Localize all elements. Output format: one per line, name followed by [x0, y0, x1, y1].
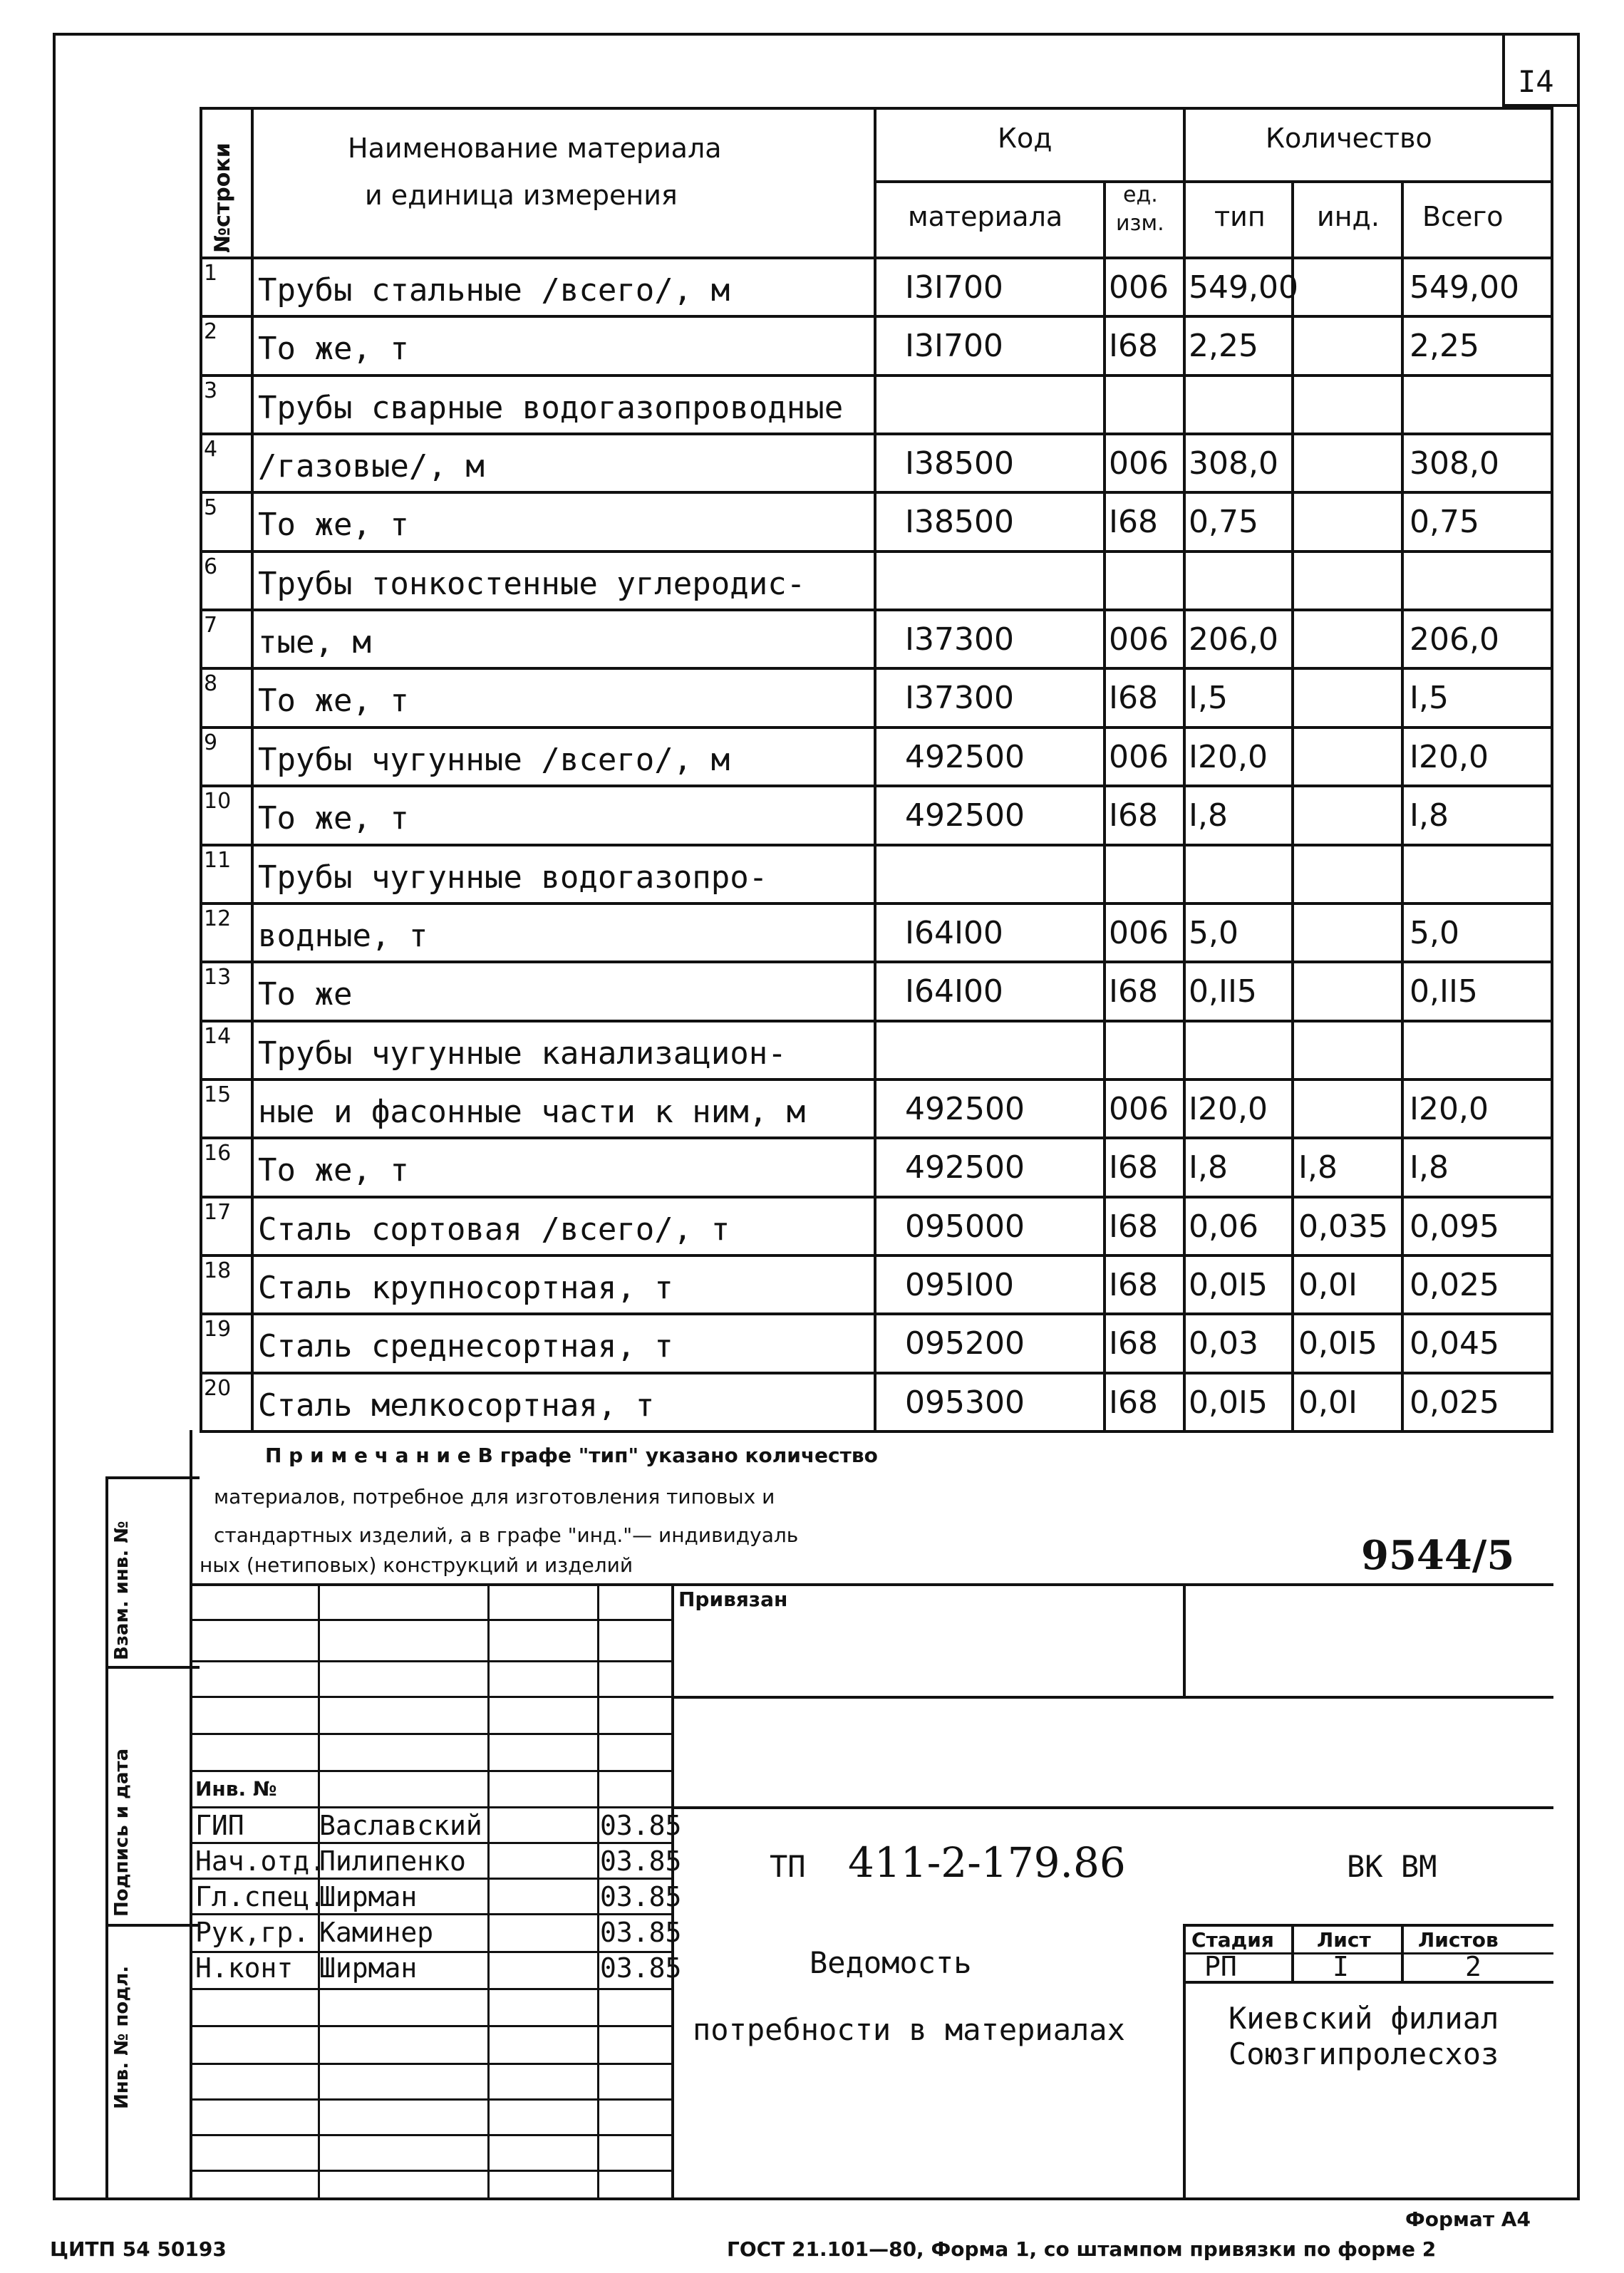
- row-material-code: 095000: [905, 1208, 1025, 1245]
- row-material-name: То же, т: [258, 331, 409, 367]
- row-material-code: I37300: [905, 621, 1014, 658]
- header-code: Код: [998, 123, 1053, 154]
- signature-name: Пилипенко: [319, 1845, 466, 1877]
- row-unit-code: I68: [1109, 1267, 1158, 1303]
- row-number: 8: [204, 671, 218, 696]
- row-unit-code: 006: [1109, 621, 1169, 658]
- sheets-label: Листов: [1418, 1928, 1499, 1952]
- row-material-name: Трубы чугунные /всего/, м: [258, 742, 730, 778]
- row-material-code: 492500: [905, 1091, 1025, 1127]
- project-number: 411-2-179.86: [848, 1838, 1126, 1887]
- document-title-line2: потребности в материалах: [693, 2012, 1125, 2047]
- row-material-name: Сталь мелкосортная, т: [258, 1387, 655, 1424]
- side-label-podpis: Подпись и дата: [111, 1748, 133, 1917]
- row-unit-code: 006: [1109, 1091, 1169, 1127]
- row-qty-type: 5,0: [1189, 915, 1238, 951]
- signature-name: Ваславский: [319, 1810, 482, 1841]
- footer-left: ЦИТП 54 50193: [50, 2237, 227, 2261]
- row-material-code: 095I00: [905, 1267, 1014, 1303]
- row-unit-code: I68: [1109, 328, 1158, 364]
- row-number: 2: [204, 319, 218, 344]
- row-material-code: I38500: [905, 504, 1014, 540]
- document-title-line1: Ведомость: [810, 1945, 972, 1980]
- row-qty-total: 0,025: [1410, 1384, 1499, 1421]
- row-unit-code: I68: [1109, 1325, 1158, 1362]
- row-unit-code: 006: [1109, 269, 1169, 306]
- handwritten-reference: 9544/5: [1361, 1532, 1515, 1579]
- row-material-name: Трубы стальные /всего/, м: [258, 272, 730, 309]
- header-code-unit-2: изм.: [1116, 211, 1164, 236]
- row-material-name: То же, т: [258, 507, 409, 543]
- row-number: 1: [204, 261, 218, 286]
- row-qty-type: 0,06: [1189, 1208, 1258, 1245]
- row-qty-type: I,8: [1189, 1149, 1228, 1186]
- row-qty-total: 2,25: [1410, 328, 1479, 364]
- row-material-name: Трубы тонкостенные углеродис-: [258, 566, 806, 602]
- signature-role: Гл.спец.: [195, 1881, 326, 1912]
- signature-date: 03.85: [600, 1845, 682, 1877]
- row-material-code: I64I00: [905, 915, 1003, 951]
- row-qty-type: I,5: [1189, 680, 1228, 716]
- signature-date: 03.85: [600, 1917, 682, 1948]
- row-qty-total: 206,0: [1410, 621, 1499, 658]
- header-code-unit-1: ед.: [1123, 182, 1158, 207]
- sheet-number: I4: [1518, 64, 1554, 99]
- row-number: 3: [204, 378, 218, 403]
- header-name-line1: Наименование материала: [348, 133, 722, 164]
- row-number: 17: [204, 1200, 232, 1225]
- row-qty-type: I20,0: [1189, 739, 1268, 775]
- header-code-material: материала: [908, 201, 1063, 232]
- header-qty-total: Всего: [1422, 201, 1504, 232]
- row-number: 11: [204, 848, 232, 873]
- row-number: 7: [204, 613, 218, 638]
- row-qty-total: 0,095: [1410, 1208, 1499, 1245]
- row-qty-total: I,5: [1410, 680, 1449, 716]
- row-number: 6: [204, 554, 218, 579]
- row-qty-ind: 0,0I: [1298, 1267, 1357, 1303]
- row-number: 9: [204, 730, 218, 755]
- signature-role: Рук,гр.: [195, 1917, 310, 1948]
- sheet-label: Лист: [1317, 1928, 1371, 1952]
- side-label-vzam: Взам. инв. №: [111, 1521, 133, 1660]
- row-qty-type: 549,00: [1189, 269, 1298, 306]
- row-number: 10: [204, 789, 232, 814]
- signature-role: Н.конт: [195, 1952, 294, 1984]
- row-qty-total: 308,0: [1410, 445, 1499, 482]
- row-unit-code: I68: [1109, 680, 1158, 716]
- row-number: 5: [204, 495, 218, 520]
- row-material-name: То же: [258, 976, 353, 1013]
- row-qty-ind: 0,0I: [1298, 1384, 1357, 1421]
- row-number: 14: [204, 1024, 232, 1049]
- row-material-name: Трубы сварные водогазопроводные: [258, 390, 844, 426]
- row-qty-total: 549,00: [1410, 269, 1519, 306]
- signature-name: Ширман: [319, 1881, 418, 1912]
- row-qty-type: 206,0: [1189, 621, 1278, 658]
- row-qty-total: I20,0: [1410, 1091, 1489, 1127]
- header-qty-ind: инд.: [1317, 201, 1380, 232]
- row-unit-code: I68: [1109, 797, 1158, 834]
- row-material-code: 095200: [905, 1325, 1025, 1362]
- row-qty-total: 0,045: [1410, 1325, 1499, 1362]
- privyazan-label: Привязан: [678, 1588, 788, 1611]
- row-material-code: I37300: [905, 680, 1014, 716]
- row-material-name: водные, т: [258, 918, 428, 954]
- row-qty-ind: 0,035: [1298, 1208, 1388, 1245]
- row-material-name: Сталь сортовая /всего/, т: [258, 1211, 730, 1248]
- side-label-inv-podl: Инв. № подл.: [111, 1965, 133, 2109]
- row-qty-ind: I,8: [1298, 1149, 1338, 1186]
- row-material-code: I64I00: [905, 973, 1003, 1010]
- row-material-name: тые, м: [258, 624, 371, 661]
- row-material-code: I3I700: [905, 328, 1003, 364]
- header-row-number: №строки: [210, 143, 235, 253]
- note-line-1: П р и м е ч а н и е В графе "тип" указано количество: [265, 1444, 878, 1467]
- row-qty-type: I,8: [1189, 797, 1228, 834]
- row-number: 18: [204, 1258, 232, 1283]
- sheet-number-box-left: [1502, 33, 1505, 104]
- row-unit-code: I68: [1109, 973, 1158, 1010]
- row-qty-type: 308,0: [1189, 445, 1278, 482]
- sheet-value: I: [1333, 1951, 1349, 1982]
- signature-name: Каминер: [319, 1917, 434, 1948]
- row-material-name: То же, т: [258, 800, 409, 837]
- row-qty-type: 0,03: [1189, 1325, 1258, 1362]
- row-unit-code: I68: [1109, 1208, 1158, 1245]
- organization-line2: Союзгипролесхоз: [1229, 2036, 1499, 2071]
- row-number: 13: [204, 965, 232, 990]
- row-qty-total: 0,75: [1410, 504, 1479, 540]
- row-material-code: I3I700: [905, 269, 1003, 306]
- row-qty-total: I20,0: [1410, 739, 1489, 775]
- row-unit-code: I68: [1109, 1384, 1158, 1421]
- row-number: 15: [204, 1082, 232, 1107]
- signature-name: Ширман: [319, 1952, 418, 1984]
- organization-line1: Киевский филиал: [1229, 2001, 1499, 2036]
- header-name-line2: и единица измерения: [365, 180, 678, 211]
- header-quantity: Количество: [1266, 123, 1432, 154]
- row-material-code: 492500: [905, 739, 1025, 775]
- row-qty-type: 2,25: [1189, 328, 1258, 364]
- signature-date: 03.85: [600, 1810, 682, 1841]
- row-material-name: ные и фасонные части к ним, м: [258, 1094, 806, 1130]
- signature-role: ГИП: [195, 1810, 244, 1841]
- row-qty-ind: 0,0I5: [1298, 1325, 1377, 1362]
- row-qty-type: 0,75: [1189, 504, 1258, 540]
- header-qty-type: тип: [1214, 201, 1266, 232]
- row-material-name: Трубы чугунные водогазопро-: [258, 859, 768, 896]
- signature-date: 03.85: [600, 1881, 682, 1912]
- note-line-2: материалов, потребное для изготовления типовых и: [214, 1485, 775, 1508]
- row-unit-code: 006: [1109, 915, 1169, 951]
- signature-date: 03.85: [600, 1952, 682, 1984]
- stage-value: РП: [1204, 1951, 1237, 1982]
- stage-label: Стадия: [1191, 1928, 1274, 1952]
- row-material-name: То же, т: [258, 683, 409, 719]
- row-qty-type: 0,II5: [1189, 973, 1257, 1010]
- project-mark: ВК ВМ: [1347, 1849, 1437, 1884]
- row-qty-type: 0,0I5: [1189, 1267, 1268, 1303]
- row-number: 4: [204, 437, 218, 462]
- row-unit-code: I68: [1109, 504, 1158, 540]
- footer-standard: ГОСТ 21.101—80, Форма 1, со штампом привязки по форме 2: [727, 2237, 1437, 2261]
- sheets-value: 2: [1465, 1951, 1481, 1982]
- row-material-name: Сталь среднесортная, т: [258, 1328, 673, 1365]
- row-material-code: 095300: [905, 1384, 1025, 1421]
- row-qty-type: I20,0: [1189, 1091, 1268, 1127]
- row-material-name: То же, т: [258, 1152, 409, 1189]
- row-number: 16: [204, 1141, 232, 1166]
- format-label: Формат А4: [1405, 2207, 1531, 2231]
- row-number: 19: [204, 1317, 232, 1342]
- signature-role: Нач.отд.: [195, 1845, 326, 1877]
- row-qty-total: 0,025: [1410, 1267, 1499, 1303]
- row-qty-total: 0,II5: [1410, 973, 1478, 1010]
- row-material-name: /газовые/, м: [258, 448, 485, 485]
- row-qty-total: 5,0: [1410, 915, 1459, 951]
- row-number: 12: [204, 906, 232, 931]
- row-material-code: I38500: [905, 445, 1014, 482]
- note-line-3: стандартных изделий, а в графе "инд."— индивидуаль: [214, 1523, 799, 1547]
- row-material-code: 492500: [905, 1149, 1025, 1186]
- row-material-code: 492500: [905, 797, 1025, 834]
- row-qty-total: I,8: [1410, 797, 1449, 834]
- inv-no-label: Инв. №: [195, 1777, 277, 1801]
- row-unit-code: I68: [1109, 1149, 1158, 1186]
- row-material-name: Сталь крупносортная, т: [258, 1270, 673, 1306]
- row-material-name: Трубы чугунные канализацион-: [258, 1035, 787, 1072]
- row-number: 20: [204, 1376, 232, 1401]
- row-unit-code: 006: [1109, 445, 1169, 482]
- row-qty-type: 0,0I5: [1189, 1384, 1268, 1421]
- project-prefix: ТП: [770, 1849, 806, 1884]
- note-line-4: ных (нетиповых) конструкций и изделий: [200, 1553, 633, 1577]
- row-qty-total: I,8: [1410, 1149, 1449, 1186]
- row-unit-code: 006: [1109, 739, 1169, 775]
